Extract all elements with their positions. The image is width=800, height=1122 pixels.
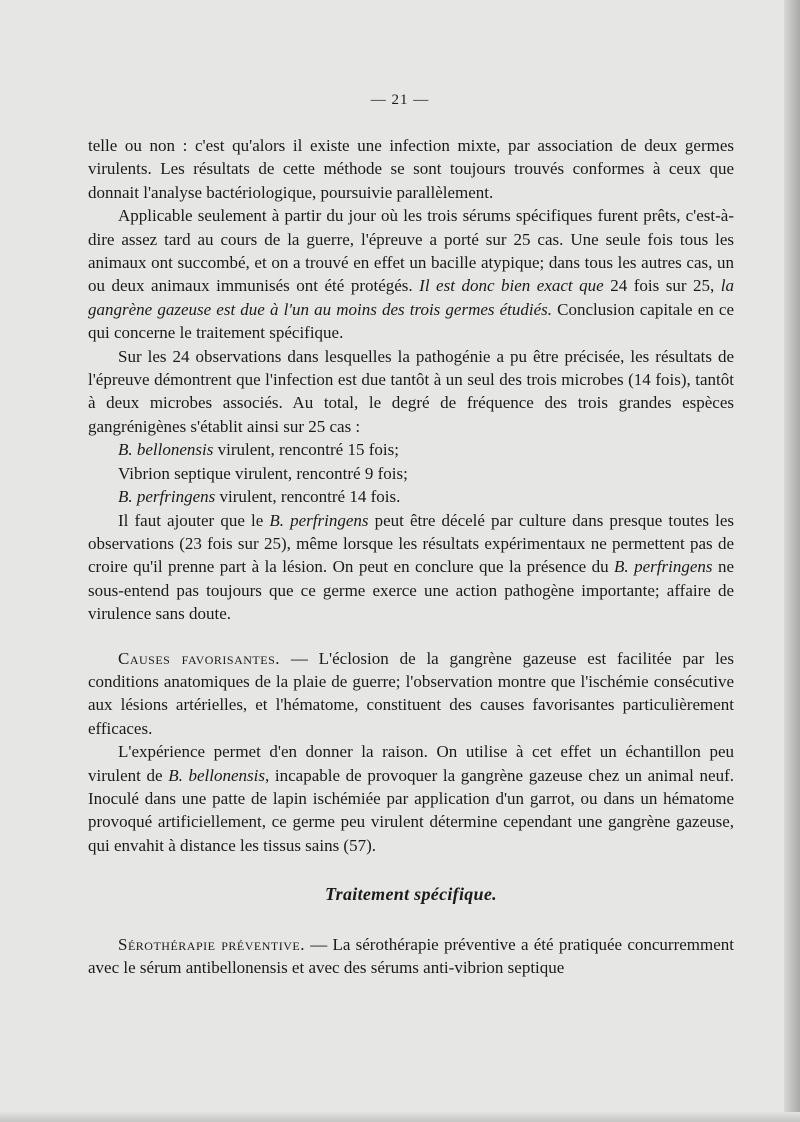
serotherapie-text: — La sérothérapie préventive a été pratiquée concurremment avec le sérum antibellonensis et avec des sérums anti-vibrion septique xyxy=(88,934,734,977)
species-count: virulent, rencontré 14 fois. xyxy=(215,487,401,507)
body-text xyxy=(88,134,734,979)
run-in-heading: Sérothérapie préventive. xyxy=(118,934,305,954)
paragraph-perfringens xyxy=(88,509,734,626)
species-name: B. bellonensis xyxy=(118,440,214,460)
experience-text-1: L'expérience permet d'en donner la raison. On utilise à cet effet un échantillon peu virulent de xyxy=(88,742,734,785)
species-name: B. perfringens xyxy=(118,487,216,507)
run-in-heading: Causes favorisantes. xyxy=(118,648,280,668)
experience-text-2: , incapable de provoquer la gangrène gazeuse chez un animal neuf. Inoculé dans une patte de lapin ischémiée par application d'un garrot, ou dans un hématome provoqué artificiellement, ce germe peu virulent détermine cependant une gangrène gazeuse, qui envahit à distance les tissus sains (57). xyxy=(88,765,734,855)
paragraph-serotherapie xyxy=(88,933,734,980)
serum-test-emphasis-2: la gangrène gazeuse est due à l'un au moins des trois germes étudiés. xyxy=(88,276,734,319)
paragraph-causes-favorisantes xyxy=(88,647,734,741)
paragraph-observations: Sur les 24 observations dans lesquelles la pathogénie a pu être précisée, les résultats de l'épreuve démontrent que l'infection est due tantôt à un seul des trois microbes (14 fois), tantôt à deux microbes associés. Au total, le degré de fréquence des trois grandes espèces gangrénigènes s'établit ainsi sur 25 cas : xyxy=(88,346,734,436)
page-number: — 21 — xyxy=(370,92,430,108)
perfringens-text-1: Il faut ajouter que le xyxy=(118,510,270,530)
page-bottom-shadow xyxy=(0,1112,800,1122)
serum-test-text: Applicable seulement à partir du jour où les trois sérums spécifiques furent prêts, c'est-à-dire assez tard au cours de la guerre, l'épreuve a porté sur 25 cas. Une seule fois tous les animaux ont succombé, et on a trouvé en effet un bacille atypique; dans tous les autres cas, un ou deux animaux immunisés ont été protégés. xyxy=(88,206,734,296)
species-count: virulent, rencontré 15 fois; xyxy=(213,440,399,460)
serum-test-conclusion: Conclusion capitale en ce qui concerne le traitement spécifique. xyxy=(88,299,734,343)
page-edge-shadow xyxy=(784,0,800,1122)
serum-test-count: 24 fois sur 25, xyxy=(603,276,721,296)
list-item-vibrion: Vibrion septique virulent, rencontré 9 fois; xyxy=(118,463,408,483)
list-item-perfringens xyxy=(88,485,734,508)
perfringens-text-3: ne sous-entend pas toujours que ce germe exerce une action pathogène importante; affaire de virulence sans doute. xyxy=(88,557,734,624)
list-item-bellonensis xyxy=(88,438,734,461)
perfringens-name-2: B. perfringens xyxy=(614,557,713,577)
serum-test-emphasis-1: Il est donc bien exact que xyxy=(419,276,604,296)
causes-text: — L'éclosion de la gangrène gazeuse est facilitée par les conditions anatomiques de la plaie de guerre; l'observation montre que l'ischémie consécutive aux lésions artérielles, et l'hématome, constituent des causes favorisantes particulièrement efficaces. xyxy=(88,648,734,738)
experience-species: B. bellonensis xyxy=(168,765,265,785)
paragraph-serum-test xyxy=(88,204,734,344)
perfringens-text-2: peut être décelé par culture dans presque toutes les observations (23 fois sur 25), même lorsque les résultats expérimentaux ne permettent pas de croire qu'il prenne part à la lésion. On peut en conclure que la présence du xyxy=(88,510,734,577)
paragraph-experience xyxy=(88,740,734,857)
paragraph-continuation: telle ou non : c'est qu'alors il existe une infection mixte, par association de deux germes virulents. Les résultats de cette méthode se sont toujours trouvés conformes à ceux que donnait l'analyse bactériologique, poursuivie parallèlement. xyxy=(88,136,734,202)
section-heading: Traitement spécifique. xyxy=(325,884,497,905)
perfringens-name-1: B. perfringens xyxy=(269,510,369,530)
